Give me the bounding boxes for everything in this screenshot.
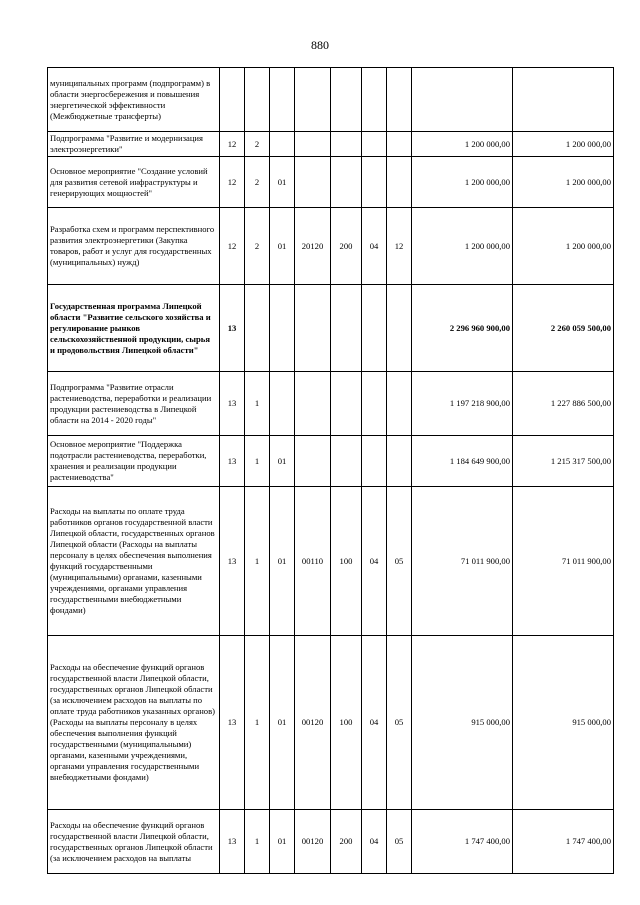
code-pp: 1 bbox=[245, 487, 270, 636]
code-subsection bbox=[387, 157, 412, 208]
code-section bbox=[362, 285, 387, 372]
code-subsection: 12 bbox=[387, 208, 412, 285]
code-expense-type: 100 bbox=[331, 636, 362, 810]
table-row bbox=[48, 68, 614, 132]
code-direction bbox=[295, 157, 331, 208]
table-row bbox=[48, 810, 614, 874]
code-direction bbox=[295, 68, 331, 132]
sum-year-2: 1 200 000,00 bbox=[513, 208, 614, 285]
sum-year-1: 71 011 900,00 bbox=[412, 487, 513, 636]
table-row bbox=[48, 285, 614, 372]
budget-table bbox=[47, 67, 614, 874]
code-expense-type bbox=[331, 436, 362, 487]
code-pp bbox=[245, 285, 270, 372]
table-row bbox=[48, 372, 614, 436]
code-gp: 13 bbox=[220, 436, 245, 487]
sum-year-2: 1 215 317 500,00 bbox=[513, 436, 614, 487]
sum-year-1: 2 296 960 900,00 bbox=[412, 285, 513, 372]
code-section: 04 bbox=[362, 487, 387, 636]
code-section: 04 bbox=[362, 810, 387, 874]
row-name: Государственная программа Липецкой области "Развитие сельского хозяйства и регулирование рынков сельскохозяйственной продукции, сырья и продовольствия Липецкой области" bbox=[48, 285, 220, 372]
code-direction bbox=[295, 132, 331, 157]
code-om bbox=[270, 285, 295, 372]
code-direction bbox=[295, 372, 331, 436]
row-name: Подпрограмма "Развитие и модернизация электроэнергетики" bbox=[48, 132, 220, 157]
code-gp: 13 bbox=[220, 636, 245, 810]
code-expense-type bbox=[331, 157, 362, 208]
code-pp: 1 bbox=[245, 372, 270, 436]
code-subsection: 05 bbox=[387, 810, 412, 874]
sum-year-2: 1 747 400,00 bbox=[513, 810, 614, 874]
sum-year-1: 1 197 218 900,00 bbox=[412, 372, 513, 436]
code-om: 01 bbox=[270, 157, 295, 208]
sum-year-1: 1 200 000,00 bbox=[412, 208, 513, 285]
sum-year-1: 1 200 000,00 bbox=[412, 157, 513, 208]
code-pp: 2 bbox=[245, 157, 270, 208]
code-section bbox=[362, 68, 387, 132]
code-gp: 13 bbox=[220, 372, 245, 436]
code-gp bbox=[220, 68, 245, 132]
code-subsection bbox=[387, 285, 412, 372]
code-gp: 13 bbox=[220, 285, 245, 372]
code-section bbox=[362, 436, 387, 487]
sum-year-2: 2 260 059 500,00 bbox=[513, 285, 614, 372]
code-om bbox=[270, 68, 295, 132]
table-row bbox=[48, 132, 614, 157]
row-name: Разработка схем и программ перспективного развития электроэнергетики (Закупка товаров, работ и услуг для государственных (муниципальных) нужд) bbox=[48, 208, 220, 285]
code-subsection bbox=[387, 436, 412, 487]
code-om: 01 bbox=[270, 208, 295, 285]
code-section bbox=[362, 132, 387, 157]
sum-year-1: 1 747 400,00 bbox=[412, 810, 513, 874]
code-pp: 1 bbox=[245, 436, 270, 487]
sum-year-2: 1 200 000,00 bbox=[513, 157, 614, 208]
sum-year-1: 915 000,00 bbox=[412, 636, 513, 810]
row-name: Расходы на выплаты по оплате труда работников органов государственной власти Липецкой области, государственных органов Липецкой области (Расходы на выплаты персоналу в целях обеспечения выполнения функций государственными (муниципальными) органами, казенными учреждениями, органами управления государственными внебюджетными фондами) bbox=[48, 487, 220, 636]
code-om bbox=[270, 132, 295, 157]
code-subsection bbox=[387, 68, 412, 132]
code-direction bbox=[295, 285, 331, 372]
sum-year-1 bbox=[412, 68, 513, 132]
code-om: 01 bbox=[270, 436, 295, 487]
code-section bbox=[362, 157, 387, 208]
code-om: 01 bbox=[270, 487, 295, 636]
code-om bbox=[270, 372, 295, 436]
code-subsection: 05 bbox=[387, 636, 412, 810]
table-row bbox=[48, 436, 614, 487]
code-gp: 13 bbox=[220, 487, 245, 636]
code-section: 04 bbox=[362, 208, 387, 285]
code-expense-type bbox=[331, 285, 362, 372]
sum-year-2: 1 227 886 500,00 bbox=[513, 372, 614, 436]
sum-year-2: 71 011 900,00 bbox=[513, 487, 614, 636]
row-name: Основное мероприятие "Поддержка подотрасли растениеводства, переработки, хранения и реализации продукции растениеводства" bbox=[48, 436, 220, 487]
sum-year-2: 915 000,00 bbox=[513, 636, 614, 810]
page-number: 880 bbox=[311, 38, 329, 52]
table-row bbox=[48, 157, 614, 208]
code-direction bbox=[295, 436, 331, 487]
code-gp: 12 bbox=[220, 157, 245, 208]
code-subsection: 05 bbox=[387, 487, 412, 636]
table-row bbox=[48, 208, 614, 285]
sum-year-2: 1 200 000,00 bbox=[513, 132, 614, 157]
code-subsection bbox=[387, 372, 412, 436]
code-section bbox=[362, 372, 387, 436]
code-expense-type: 100 bbox=[331, 487, 362, 636]
row-name: Основное мероприятие "Создание условий для развития сетевой инфраструктуры и генерирующих мощностей" bbox=[48, 157, 220, 208]
code-om: 01 bbox=[270, 810, 295, 874]
code-gp: 12 bbox=[220, 132, 245, 157]
code-section: 04 bbox=[362, 636, 387, 810]
code-expense-type bbox=[331, 132, 362, 157]
code-pp bbox=[245, 68, 270, 132]
code-expense-type: 200 bbox=[331, 208, 362, 285]
code-pp: 2 bbox=[245, 208, 270, 285]
code-direction: 20120 bbox=[295, 208, 331, 285]
code-direction: 00110 bbox=[295, 487, 331, 636]
code-gp: 13 bbox=[220, 810, 245, 874]
row-name: Подпрограмма "Развитие отрасли растениеводства, переработки и реализации продукции растениеводства в Липецкой области на 2014 - 2020 годы" bbox=[48, 372, 220, 436]
sum-year-2 bbox=[513, 68, 614, 132]
code-subsection bbox=[387, 132, 412, 157]
code-pp: 2 bbox=[245, 132, 270, 157]
row-name: Расходы на обеспечение функций органов государственной власти Липецкой области, государственных органов Липецкой области (за исключением расходов на выплаты bbox=[48, 810, 220, 874]
code-direction: 00120 bbox=[295, 810, 331, 874]
sum-year-1: 1 184 649 900,00 bbox=[412, 436, 513, 487]
table-row bbox=[48, 636, 614, 810]
code-gp: 12 bbox=[220, 208, 245, 285]
code-expense-type bbox=[331, 372, 362, 436]
table-row bbox=[48, 487, 614, 636]
code-expense-type: 200 bbox=[331, 810, 362, 874]
code-direction: 00120 bbox=[295, 636, 331, 810]
code-pp: 1 bbox=[245, 636, 270, 810]
code-pp: 1 bbox=[245, 810, 270, 874]
row-name: Расходы на обеспечение функций органов государственной власти Липецкой области, государственных органов Липецкой области (за исключением расходов на выплаты по оплате труда работников указанных органов) (Расходы на выплаты персоналу в целях обеспечения выполнения функций государственными (муниципальными) органами, казенными учреждениями, органами управления государственными внебюджетными фондами) bbox=[48, 636, 220, 810]
sum-year-1: 1 200 000,00 bbox=[412, 132, 513, 157]
code-om: 01 bbox=[270, 636, 295, 810]
code-expense-type bbox=[331, 68, 362, 132]
row-name: муниципальных программ (подпрограмм) в области энергосбережения и повышения энергетической эффективности (Межбюджетные трансферты) bbox=[48, 68, 220, 132]
